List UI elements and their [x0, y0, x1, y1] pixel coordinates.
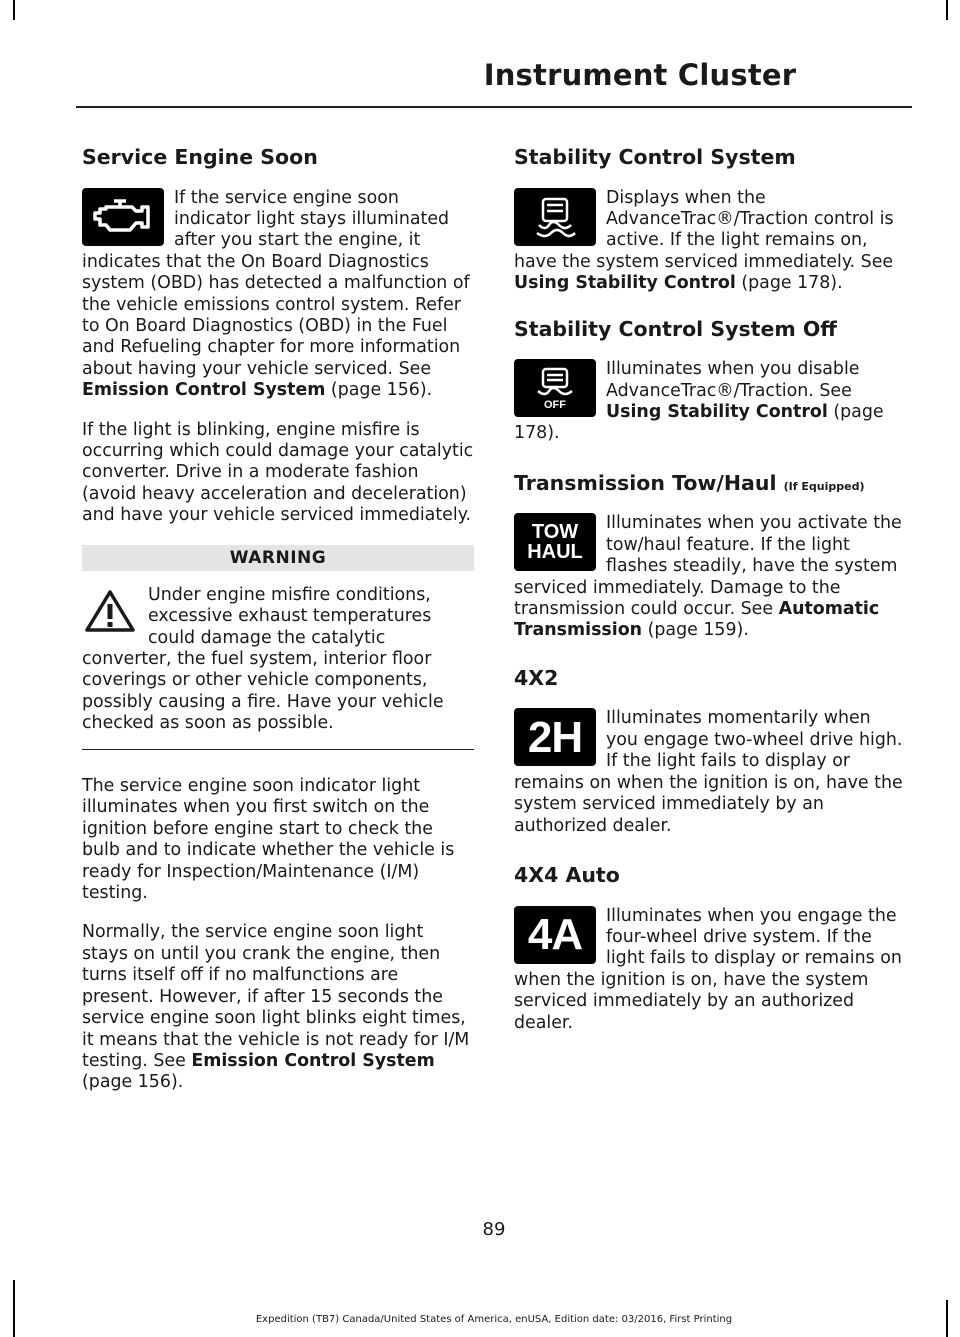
- haul-label: HAUL: [527, 541, 583, 564]
- tow-haul-page-ref: (page 159).: [642, 620, 749, 641]
- header-rule: [76, 106, 912, 108]
- service-engine-soon-heading: Service Engine Soon: [82, 145, 318, 169]
- 4x2-heading: 4X2: [514, 665, 559, 690]
- if-equipped-label: (If Equipped): [783, 479, 865, 493]
- normally-text: Normally, the service engine soon light stays on until you crank the engine, then turns itself off if no malfunctions are present. However, if after 15 seconds the service engine soon light blinks eight times, it means that the vehicle is not ready for I/M testing. See: [82, 922, 470, 1071]
- ses-page-ref: (page 156).: [325, 380, 433, 401]
- crop-mark: [13, 1280, 15, 1337]
- tow-haul-icon: [514, 513, 596, 571]
- warning-label: WARNING: [82, 545, 474, 571]
- 4x4-auto-heading: 4X4 Auto: [514, 862, 620, 887]
- two-wheel-drive-high-icon: 2H: [514, 708, 596, 766]
- crop-mark: [13, 0, 15, 20]
- stability-control-page-ref: (page 178).: [735, 273, 843, 294]
- emission-control-system-link-2[interactable]: Emission Control System: [191, 1050, 435, 1071]
- stability-control-off-paragraph: [514, 359, 906, 445]
- normally-page-ref: (page 156).: [82, 1072, 184, 1093]
- warning-body: Under engine misfire conditions, excessive exhaust temperatures could damage the catalytic converter, the fuel system, interior floor coverings or other vehicle components, possibly causing a fire. Have your vehicle checked as soon as possible.: [82, 584, 444, 734]
- check-engine-icon: [82, 188, 164, 246]
- tow-haul-heading-text: Transmission Tow/Haul: [514, 470, 777, 495]
- stability-control-off-heading: Stability Control System Off: [514, 316, 837, 341]
- footer: Expedition (TB7) Canada/United States of America, enUSA, Edition date: 03/2016, First Printing: [255, 1314, 733, 1325]
- warning-rule: [82, 749, 474, 751]
- page-title: Instrument Cluster: [483, 58, 797, 92]
- stability-control-icon: [514, 188, 596, 246]
- 4x2-text: Illuminates momentarily when you engage two-wheel drive high. If the light fails to display or remains on when the ignition is on, have the system serviced immediately by an authorized dealer.: [514, 708, 903, 836]
- tow-haul-text: Illuminates when you activate the tow/haul feature. If the light flashes steadily, have the system serviced immediately. Damage to the transmission could occur. See: [514, 513, 902, 620]
- tow-haul-heading: [514, 471, 906, 496]
- 4x4-auto-text: Illuminates when you engage the four-wheel drive system. If the light fails to display or remains on when the ignition is on, have the system serviced immediately by an authorized dealer.: [514, 905, 902, 1033]
- indicator-check-paragraph: The service engine soon indicator light illuminates when you first switch on the ignition before engine start to check the bulb and to indicate whether the vehicle is ready for Inspection/Maintenance (I/M) testing.: [82, 776, 455, 904]
- service-engine-soon-paragraph: [82, 188, 474, 402]
- right-column: [514, 145, 906, 1052]
- crop-mark: [946, 0, 948, 20]
- automatic-transmission-link[interactable]: Automatic Transmission: [514, 599, 880, 641]
- ses-text: If the service engine soon indicator light stays illuminated after you start the engine, it indicates that the On Board Diagnostics system (OBD) has detected a malfunction of the vehicle emissions control system. Refer to On Board Diagnostics (OBD) in the Fuel and Refueling chapter for more information about having your vehicle serviced. See: [82, 187, 470, 379]
- blinking-paragraph: If the light is blinking, engine misfire is occurring which could damage your catalytic converter. Drive in a moderate fashion (avoid heavy acceleration and deceleration) and have your vehicle serviced immediately.: [82, 419, 474, 526]
- stability-control-off-text: Illuminates when you disable AdvanceTrac®/Traction. See: [606, 359, 860, 401]
- warning-text: [82, 585, 474, 735]
- stability-control-text: Displays when the AdvanceTrac®/Traction control is active. If the light remains on, have the system serviced immediately. See: [514, 187, 894, 272]
- using-stability-control-link-2[interactable]: Using Stability Control: [606, 402, 828, 423]
- tow-label: TOW: [531, 521, 579, 544]
- page-number: 89: [482, 1219, 506, 1240]
- left-column: [82, 145, 474, 1112]
- emission-control-system-link[interactable]: Emission Control System: [82, 380, 326, 401]
- 4x4-auto-paragraph: [514, 906, 906, 1034]
- using-stability-control-link[interactable]: Using Stability Control: [514, 273, 736, 294]
- four-wheel-drive-auto-icon: 4A: [514, 906, 596, 964]
- stability-control-off-icon: [514, 359, 596, 417]
- 4x2-paragraph: [514, 708, 906, 836]
- normally-paragraph: [82, 922, 474, 1093]
- off-label: OFF: [544, 398, 566, 411]
- tow-haul-paragraph: [514, 513, 906, 641]
- stability-control-off-page-ref: (page 178).: [514, 402, 884, 444]
- warning-triangle-icon: [84, 589, 136, 633]
- stability-control-paragraph: [514, 188, 906, 295]
- stability-control-heading: Stability Control System: [514, 145, 796, 169]
